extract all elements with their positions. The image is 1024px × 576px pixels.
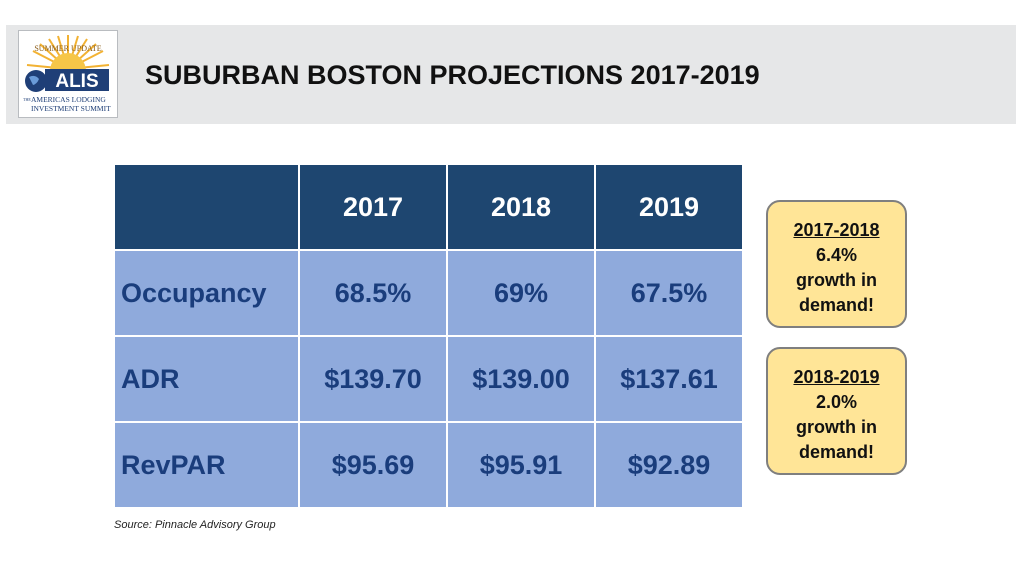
table-header-2019: 2019 xyxy=(595,164,743,250)
table-cell: 67.5% xyxy=(595,250,743,336)
callout-text-line2: demand! xyxy=(798,295,874,315)
table-header-blank xyxy=(114,164,299,250)
table-cell: $137.61 xyxy=(595,336,743,422)
table-row-adr xyxy=(114,336,743,422)
row-label: ADR xyxy=(114,336,299,422)
logo-sub-line2: INVESTMENT SUMMIT xyxy=(31,104,111,113)
table-cell: $92.89 xyxy=(595,422,743,508)
table-row-occupancy xyxy=(114,250,743,336)
table-header-2017: 2017 xyxy=(299,164,447,250)
callout-years: 2018-2019 xyxy=(793,367,880,387)
logo-sub-line1: AMERICAS LODGING xyxy=(31,95,106,104)
row-label: RevPAR xyxy=(114,422,299,508)
table-cell: 69% xyxy=(447,250,595,336)
table-cell: $139.70 xyxy=(299,336,447,422)
callout-2017-2018 xyxy=(766,200,907,328)
table-header-2018: 2018 xyxy=(447,164,595,250)
table-cell: $139.00 xyxy=(447,336,595,422)
logo-the-text: THE xyxy=(23,97,31,102)
callout-text-line1: growth in xyxy=(796,270,877,290)
projections-table xyxy=(113,163,744,509)
logo-name-text: ALIS xyxy=(55,71,99,92)
table-cell: $95.91 xyxy=(447,422,595,508)
callout-text-line1: growth in xyxy=(796,417,877,437)
table-header-row xyxy=(114,164,743,250)
page-title: SUBURBAN BOSTON PROJECTIONS 2017-2019 xyxy=(145,60,760,90)
callout-years: 2017-2018 xyxy=(793,220,880,240)
callout-2018-2019 xyxy=(766,347,907,475)
table-row-revpar xyxy=(114,422,743,508)
callout-text-line2: demand! xyxy=(798,442,874,462)
alis-logo xyxy=(18,30,118,118)
callout-percent: 6.4% xyxy=(815,245,858,265)
source-note: Source: Pinnacle Advisory Group xyxy=(114,519,276,531)
logo-banner-text: SUMMER UPDATE xyxy=(34,44,102,53)
table-cell: $95.69 xyxy=(299,422,447,508)
table-cell: 68.5% xyxy=(299,250,447,336)
callout-percent: 2.0% xyxy=(815,392,858,412)
row-label: Occupancy xyxy=(114,250,299,336)
